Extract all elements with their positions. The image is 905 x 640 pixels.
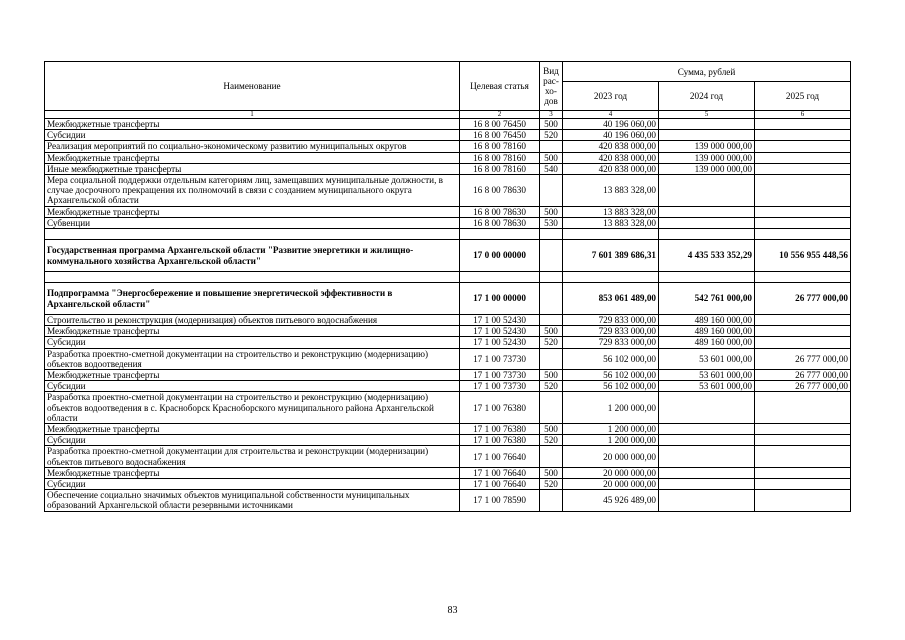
table-row — [45, 130, 851, 141]
row-code: 17 0 00 00000 — [460, 240, 540, 272]
row-sum-2025 — [755, 467, 851, 478]
row-sum-2023: 40 196 060,00 — [563, 119, 659, 130]
budget-table — [44, 61, 851, 512]
table-row — [45, 326, 851, 337]
row-sum-2025: 26 777 000,00 — [755, 348, 851, 369]
row-sum-2024: 53 601 000,00 — [659, 370, 755, 381]
row-code — [460, 229, 540, 240]
row-sum-2025 — [755, 479, 851, 490]
header-kind — [540, 62, 563, 111]
row-kind: 520 — [540, 479, 563, 490]
table-row — [45, 141, 851, 152]
row-sum-2023: 56 102 000,00 — [563, 370, 659, 381]
row-kind: 500 — [540, 119, 563, 130]
row-sum-2023: 729 833 000,00 — [563, 326, 659, 337]
header-sum: Сумма, рублей — [563, 62, 851, 82]
row-sum-2023: 420 838 000,00 — [563, 163, 659, 174]
spacer-row — [45, 229, 851, 240]
row-code: 16 8 00 78160 — [460, 163, 540, 174]
row-sum-2023: 56 102 000,00 — [563, 381, 659, 392]
spacer-row — [45, 272, 851, 283]
row-name: Межбюджетные трансферты — [45, 424, 460, 435]
row-sum-2025: 26 777 000,00 — [755, 283, 851, 315]
row-code: 17 1 00 73730 — [460, 348, 540, 369]
row-sum-2024: 489 160 000,00 — [659, 315, 755, 326]
row-name: Субсидии — [45, 381, 460, 392]
row-code: 16 8 00 78630 — [460, 217, 540, 228]
column-index: 4 — [563, 111, 659, 119]
row-sum-2024 — [659, 435, 755, 446]
table-row — [45, 435, 851, 446]
row-name: Мера социальной поддержки отдельным категориям лиц, замещавших муниципальные должности, в случае досрочного прекращения их полномочий в связи с созданием муниципального округа Архангельской области — [45, 175, 460, 207]
row-name: Разработка проектно-сметной документации для строительства и реконструкции (модернизации) объектов питьевого водоснабжения — [45, 446, 460, 467]
row-sum-2025 — [755, 163, 851, 174]
row-name: Обеспечение социально значимых объектов муниципальной собственности муниципальных образований Архангельской области резервными источниками — [45, 490, 460, 511]
table-row — [45, 446, 851, 467]
row-sum-2023: 56 102 000,00 — [563, 348, 659, 369]
row-sum-2025 — [755, 392, 851, 424]
row-sum-2023: 7 601 389 686,31 — [563, 240, 659, 272]
row-sum-2023: 1 200 000,00 — [563, 392, 659, 424]
table-row — [45, 348, 851, 369]
header-kind-line: дов — [544, 96, 558, 106]
table-row — [45, 424, 851, 435]
row-code: 17 1 00 78590 — [460, 490, 540, 511]
row-name — [45, 229, 460, 240]
row-sum-2023: 20 000 000,00 — [563, 467, 659, 478]
row-name: Субвенции — [45, 217, 460, 228]
header-year-2023: 2023 год — [563, 82, 659, 111]
row-sum-2025 — [755, 490, 851, 511]
row-kind — [540, 392, 563, 424]
header-year-2025: 2025 год — [755, 82, 851, 111]
table-body — [45, 119, 851, 512]
row-kind — [540, 490, 563, 511]
row-sum-2024 — [659, 446, 755, 467]
row-sum-2025 — [755, 141, 851, 152]
row-sum-2024 — [659, 229, 755, 240]
row-sum-2023: 1 200 000,00 — [563, 435, 659, 446]
row-sum-2024: 139 000 000,00 — [659, 141, 755, 152]
table-row — [45, 337, 851, 348]
row-kind — [540, 141, 563, 152]
table-row — [45, 175, 851, 207]
table-row — [45, 370, 851, 381]
row-sum-2024: 489 160 000,00 — [659, 337, 755, 348]
row-sum-2023: 853 061 489,00 — [563, 283, 659, 315]
row-sum-2024 — [659, 206, 755, 217]
row-sum-2024 — [659, 130, 755, 141]
table-row — [45, 479, 851, 490]
row-kind: 540 — [540, 163, 563, 174]
row-sum-2023: 13 883 328,00 — [563, 206, 659, 217]
row-code: 17 1 00 76640 — [460, 467, 540, 478]
row-kind: 500 — [540, 424, 563, 435]
row-code: 17 1 00 52430 — [460, 326, 540, 337]
row-code: 17 1 00 52430 — [460, 315, 540, 326]
row-sum-2024: 489 160 000,00 — [659, 326, 755, 337]
table-row — [45, 392, 851, 424]
row-name: Межбюджетные трансферты — [45, 370, 460, 381]
row-sum-2024: 139 000 000,00 — [659, 152, 755, 163]
row-sum-2023: 729 833 000,00 — [563, 337, 659, 348]
row-sum-2025 — [755, 435, 851, 446]
row-name: Государственная программа Архангельской области "Развитие энергетики и жилищно-коммунального хозяйства Архангельской области" — [45, 240, 460, 272]
row-sum-2025: 26 777 000,00 — [755, 370, 851, 381]
row-sum-2025 — [755, 337, 851, 348]
row-sum-2024 — [659, 392, 755, 424]
row-kind — [540, 229, 563, 240]
row-code: 17 1 00 76380 — [460, 424, 540, 435]
row-code: 17 1 00 76380 — [460, 392, 540, 424]
row-kind: 520 — [540, 337, 563, 348]
row-sum-2025 — [755, 229, 851, 240]
row-kind: 500 — [540, 206, 563, 217]
column-index: 5 — [659, 111, 755, 119]
table-row — [45, 152, 851, 163]
column-index: 2 — [460, 111, 540, 119]
table-row — [45, 240, 851, 272]
row-sum-2024 — [659, 175, 755, 207]
row-code: 17 1 00 76640 — [460, 479, 540, 490]
row-sum-2024: 139 000 000,00 — [659, 163, 755, 174]
row-kind: 520 — [540, 381, 563, 392]
page-number: 83 — [447, 605, 458, 616]
row-kind — [540, 446, 563, 467]
row-code: 16 8 00 78630 — [460, 175, 540, 207]
row-name: Межбюджетные трансферты — [45, 206, 460, 217]
row-sum-2023: 13 883 328,00 — [563, 175, 659, 207]
row-code: 17 1 00 00000 — [460, 283, 540, 315]
table-row — [45, 315, 851, 326]
row-name: Разработка проектно-сметной документации на строительство и реконструкцию (модернизацию) объектов водоотведения — [45, 348, 460, 369]
header-kind-line: хо- — [545, 86, 557, 96]
row-code: 17 1 00 73730 — [460, 370, 540, 381]
row-name: Строительство и реконструкция (модернизация) объектов питьевого водоснабжения — [45, 315, 460, 326]
row-sum-2025 — [755, 424, 851, 435]
row-sum-2024 — [659, 490, 755, 511]
row-name: Межбюджетные трансферты — [45, 467, 460, 478]
row-sum-2025 — [755, 119, 851, 130]
row-kind — [540, 175, 563, 207]
row-sum-2024 — [659, 119, 755, 130]
row-sum-2023: 420 838 000,00 — [563, 141, 659, 152]
row-sum-2023: 420 838 000,00 — [563, 152, 659, 163]
row-sum-2025: 10 556 955 448,56 — [755, 240, 851, 272]
row-sum-2024: 53 601 000,00 — [659, 348, 755, 369]
row-sum-2024: 542 761 000,00 — [659, 283, 755, 315]
row-sum-2025 — [755, 206, 851, 217]
row-name: Субсидии — [45, 479, 460, 490]
header-code — [460, 62, 540, 111]
row-sum-2023 — [563, 229, 659, 240]
row-code: 17 1 00 76640 — [460, 446, 540, 467]
header-kind-line: рас- — [543, 76, 559, 86]
column-index: 3 — [540, 111, 563, 119]
row-name: Разработка проектно-сметной документации на строительство и реконструкцию (модернизацию) объектов водоотведения в с. Красноборск Красноборского муниципального района Архангельской области — [45, 392, 460, 424]
row-code: 17 1 00 52430 — [460, 337, 540, 348]
row-sum-2024 — [659, 467, 755, 478]
row-name: Межбюджетные трансферты — [45, 326, 460, 337]
table-row — [45, 490, 851, 511]
row-sum-2025 — [755, 315, 851, 326]
row-sum-2024: 4 435 533 352,29 — [659, 240, 755, 272]
header-name: Наименование — [45, 62, 460, 111]
row-sum-2024 — [659, 217, 755, 228]
header-code-text: Целевая статья — [470, 81, 529, 91]
column-index: 1 — [45, 111, 460, 119]
row-sum-2023: 40 196 060,00 — [563, 130, 659, 141]
table-row — [45, 206, 851, 217]
column-index: 6 — [755, 111, 851, 119]
row-name: Субсидии — [45, 337, 460, 348]
row-kind — [540, 240, 563, 272]
row-sum-2023: 1 200 000,00 — [563, 424, 659, 435]
row-kind — [540, 315, 563, 326]
table-row — [45, 283, 851, 315]
table-row — [45, 119, 851, 130]
row-code: 17 1 00 73730 — [460, 381, 540, 392]
row-sum-2025 — [755, 175, 851, 207]
table-row — [45, 163, 851, 174]
row-code — [460, 272, 540, 283]
row-code: 16 8 00 78160 — [460, 141, 540, 152]
row-code: 16 8 00 78160 — [460, 152, 540, 163]
row-code: 17 1 00 76380 — [460, 435, 540, 446]
table-row — [45, 467, 851, 478]
column-index-row — [45, 111, 851, 119]
row-name: Межбюджетные трансферты — [45, 119, 460, 130]
table-row — [45, 217, 851, 228]
row-sum-2024 — [659, 272, 755, 283]
row-sum-2024 — [659, 479, 755, 490]
row-code: 16 8 00 76450 — [460, 119, 540, 130]
row-sum-2023: 45 926 489,00 — [563, 490, 659, 511]
row-sum-2025 — [755, 217, 851, 228]
row-name: Субсидии — [45, 130, 460, 141]
row-kind: 520 — [540, 130, 563, 141]
row-kind: 530 — [540, 217, 563, 228]
row-sum-2025 — [755, 326, 851, 337]
header-year-2024: 2024 год — [659, 82, 755, 111]
row-kind: 520 — [540, 435, 563, 446]
row-sum-2025 — [755, 130, 851, 141]
row-name: Реализация мероприятий по социально-экономическому развитию муниципальных округов — [45, 141, 460, 152]
row-kind: 500 — [540, 467, 563, 478]
row-kind: 500 — [540, 326, 563, 337]
row-kind — [540, 283, 563, 315]
row-sum-2025 — [755, 152, 851, 163]
row-sum-2023: 20 000 000,00 — [563, 446, 659, 467]
row-sum-2024: 53 601 000,00 — [659, 381, 755, 392]
row-kind — [540, 272, 563, 283]
row-sum-2023 — [563, 272, 659, 283]
row-code: 16 8 00 78630 — [460, 206, 540, 217]
row-kind — [540, 348, 563, 369]
row-kind: 500 — [540, 152, 563, 163]
row-sum-2025: 26 777 000,00 — [755, 381, 851, 392]
row-sum-2023: 20 000 000,00 — [563, 479, 659, 490]
row-name: Иные межбюджетные трансферты — [45, 163, 460, 174]
row-name — [45, 272, 460, 283]
row-name: Подпрограмма "Энергосбережение и повышение энергетической эффективности в Архангельской области" — [45, 283, 460, 315]
row-name: Субсидии — [45, 435, 460, 446]
row-kind: 500 — [540, 370, 563, 381]
row-sum-2024 — [659, 424, 755, 435]
row-sum-2025 — [755, 272, 851, 283]
row-code: 16 8 00 76450 — [460, 130, 540, 141]
header-kind-line: Вид — [543, 66, 559, 76]
row-sum-2023: 729 833 000,00 — [563, 315, 659, 326]
row-sum-2023: 13 883 328,00 — [563, 217, 659, 228]
row-sum-2025 — [755, 446, 851, 467]
row-name: Межбюджетные трансферты — [45, 152, 460, 163]
table-row — [45, 381, 851, 392]
